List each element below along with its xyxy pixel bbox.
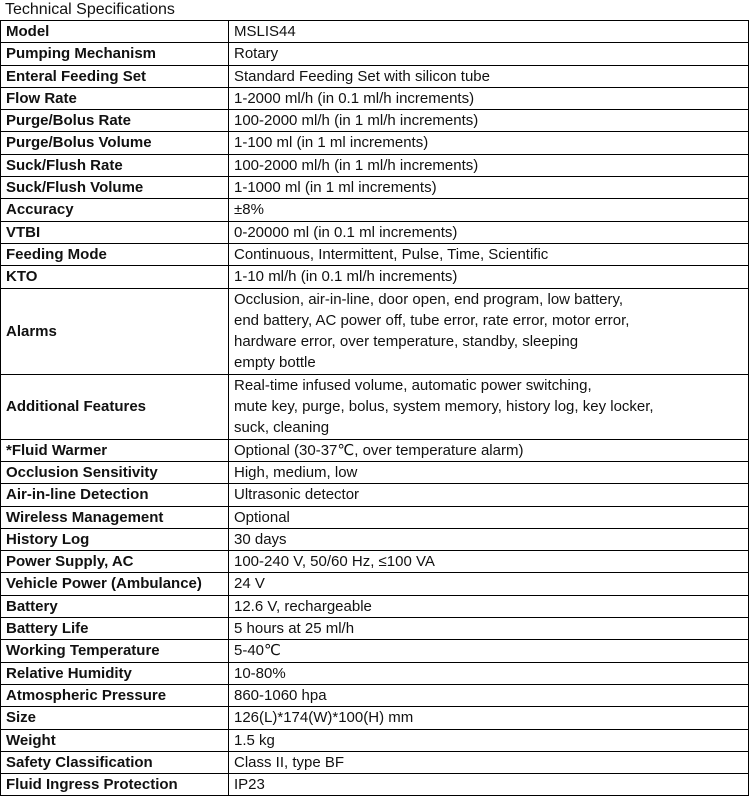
spec-label: Purge/Bolus Rate — [1, 110, 229, 132]
spec-value-line: MSLIS44 — [234, 23, 296, 40]
spec-label: Suck/Flush Volume — [1, 177, 229, 199]
spec-value-line: ±8% — [234, 201, 264, 219]
spec-label: Alarms — [1, 288, 229, 374]
spec-value — [229, 528, 749, 550]
spec-value — [229, 43, 749, 65]
spec-value — [229, 662, 749, 684]
spec-value — [229, 684, 749, 706]
spec-label: Additional Features — [1, 374, 229, 439]
spec-label: KTO — [1, 266, 229, 288]
spec-value-line: High, medium, low — [234, 463, 358, 481]
table-row — [1, 132, 749, 154]
spec-value-line: 1-10 ml/h (in 0.1 ml/h increments) — [234, 268, 458, 286]
spec-value-line: 1.5 kg — [234, 731, 275, 749]
spec-value — [229, 729, 749, 751]
spec-value-line: 1-100 ml (in 1 ml increments) — [234, 134, 429, 152]
spec-label: Flow Rate — [1, 87, 229, 109]
spec-label: Model — [1, 21, 229, 43]
spec-value — [229, 266, 749, 288]
spec-value — [229, 506, 749, 528]
spec-value-line: 100-240 V, 50/60 Hz, ≤100 VA — [234, 553, 435, 571]
spec-label: Size — [1, 707, 229, 729]
table-row — [1, 506, 749, 528]
spec-value-line: hardware error, over temperature, standby, sleeping — [234, 333, 579, 351]
table-row — [1, 595, 749, 617]
table-row — [1, 43, 749, 65]
spec-value — [229, 484, 749, 506]
spec-value — [229, 439, 749, 461]
spec-label: VTBI — [1, 221, 229, 243]
spec-value — [229, 551, 749, 573]
page-title: Technical Specifications — [5, 1, 175, 18]
spec-value-line: Occlusion, air-in-line, door open, end program, low battery, — [234, 290, 624, 308]
spec-value-line: 10-80% — [234, 664, 286, 682]
spec-value-line: Real-time infused volume, automatic power switching, — [234, 376, 592, 394]
spec-value-line: mute key, purge, bolus, system memory, history log, key locker, — [234, 398, 654, 416]
table-row — [1, 573, 749, 595]
spec-value — [229, 65, 749, 87]
table-row — [1, 154, 749, 176]
spec-table — [0, 20, 749, 796]
spec-value-line: Optional (30-37℃, over temperature alarm) — [234, 441, 524, 459]
spec-label: *Fluid Warmer — [1, 439, 229, 461]
spec-label: Vehicle Power (Ambulance) — [1, 573, 229, 595]
table-row — [1, 751, 749, 773]
spec-value-line: Standard Feeding Set with silicon tube — [234, 67, 490, 85]
spec-value-line: Continuous, Intermittent, Pulse, Time, Scientific — [234, 245, 549, 263]
spec-value — [229, 221, 749, 243]
spec-label: Occlusion Sensitivity — [1, 461, 229, 483]
spec-value-line: 100-2000 ml/h (in 1 ml/h increments) — [234, 112, 479, 130]
table-row — [1, 662, 749, 684]
spec-label: Accuracy — [1, 199, 229, 221]
spec-value-line: Class II, type BF — [234, 753, 345, 771]
table-row — [1, 65, 749, 87]
table-row — [1, 439, 749, 461]
spec-label: Fluid Ingress Protection — [1, 774, 229, 796]
table-row — [1, 110, 749, 132]
spec-value-line: 126(L)*174(W)*100(H) mm — [234, 709, 414, 727]
spec-value — [229, 199, 749, 221]
table-row — [1, 374, 749, 439]
spec-value-line: 5-40℃ — [234, 642, 281, 660]
table-row — [1, 199, 749, 221]
spec-value-line: 24 V — [234, 575, 265, 593]
spec-value-line: 1-2000 ml/h (in 0.1 ml/h increments) — [234, 89, 475, 107]
table-row — [1, 707, 749, 729]
spec-label: Atmospheric Pressure — [1, 684, 229, 706]
spec-value — [229, 774, 749, 796]
spec-value — [229, 595, 749, 617]
spec-value-line: Rotary — [234, 45, 279, 63]
table-row — [1, 21, 749, 43]
spec-value — [229, 461, 749, 483]
spec-value-line: suck, cleaning — [234, 419, 330, 437]
spec-label: Feeding Mode — [1, 243, 229, 265]
spec-value-line: 5 hours at 25 ml/h — [234, 620, 355, 638]
table-row — [1, 684, 749, 706]
table-row — [1, 774, 749, 796]
spec-value — [229, 707, 749, 729]
spec-value-line: empty bottle — [234, 354, 316, 372]
table-row — [1, 551, 749, 573]
spec-value-line: 12.6 V, rechargeable — [234, 597, 372, 615]
table-row — [1, 618, 749, 640]
spec-value — [229, 640, 749, 662]
table-row — [1, 461, 749, 483]
spec-value — [229, 21, 749, 43]
spec-value — [229, 154, 749, 176]
spec-value-line: 30 days — [234, 530, 287, 548]
table-row — [1, 640, 749, 662]
table-row — [1, 288, 749, 374]
spec-value — [229, 177, 749, 199]
spec-table-body — [1, 21, 749, 796]
spec-value — [229, 87, 749, 109]
table-row — [1, 484, 749, 506]
spec-value — [229, 374, 749, 439]
spec-label: Air-in-line Detection — [1, 484, 229, 506]
spec-value-line: 100-2000 ml/h (in 1 ml/h increments) — [234, 156, 479, 174]
spec-label: Battery — [1, 595, 229, 617]
spec-value-line: 1-1000 ml (in 1 ml increments) — [234, 179, 437, 197]
spec-label: Relative Humidity — [1, 662, 229, 684]
spec-value-line: Ultrasonic detector — [234, 486, 360, 504]
spec-label: Safety Classification — [1, 751, 229, 773]
spec-value — [229, 110, 749, 132]
spec-label: Pumping Mechanism — [1, 43, 229, 65]
spec-value — [229, 618, 749, 640]
table-row — [1, 221, 749, 243]
spec-label: Wireless Management — [1, 506, 229, 528]
table-row — [1, 87, 749, 109]
table-row — [1, 266, 749, 288]
spec-label: Battery Life — [1, 618, 229, 640]
spec-value — [229, 751, 749, 773]
spec-value-line: end battery, AC power off, tube error, rate error, motor error, — [234, 311, 630, 329]
spec-value-line: Optional — [234, 508, 290, 526]
table-row — [1, 243, 749, 265]
spec-value — [229, 132, 749, 154]
spec-label: Suck/Flush Rate — [1, 154, 229, 176]
spec-label: Purge/Bolus Volume — [1, 132, 229, 154]
spec-label: Working Temperature — [1, 640, 229, 662]
spec-value — [229, 243, 749, 265]
spec-value-line: IP23 — [234, 776, 265, 794]
spec-label: History Log — [1, 528, 229, 550]
spec-value — [229, 288, 749, 374]
spec-label: Power Supply, AC — [1, 551, 229, 573]
spec-value-line: 860-1060 hpa — [234, 686, 327, 704]
spec-value-line: 0-20000 ml (in 0.1 ml increments) — [234, 223, 458, 241]
table-row — [1, 729, 749, 751]
spec-label: Weight — [1, 729, 229, 751]
table-row — [1, 177, 749, 199]
table-row — [1, 528, 749, 550]
spec-label: Enteral Feeding Set — [1, 65, 229, 87]
spec-value — [229, 573, 749, 595]
